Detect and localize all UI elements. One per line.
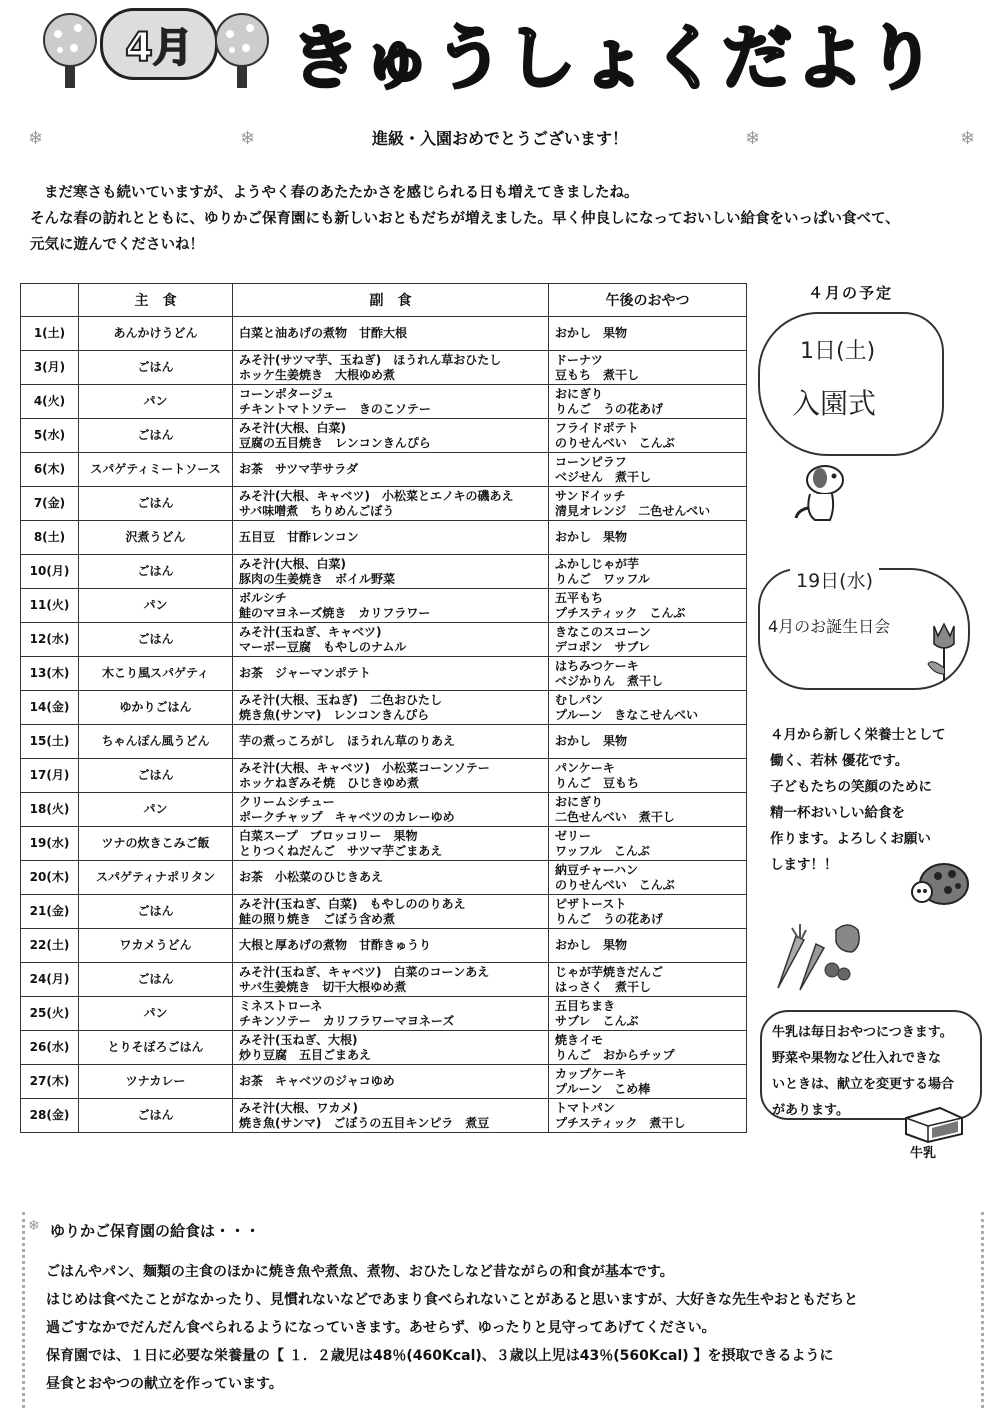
menu-date: 25(火) [21, 997, 79, 1031]
table-header-row [21, 284, 747, 317]
milk-note-line: いときは、献立を変更する場合 [772, 1077, 955, 1092]
snack-line: のりせんべい こんぶ [555, 877, 675, 892]
table-row [21, 1065, 747, 1099]
table-row [21, 555, 747, 589]
menu-side-dishes [233, 1065, 549, 1099]
snack-line: プルーン きなこせんべい [555, 707, 699, 722]
table-row [21, 521, 747, 555]
table-row [21, 725, 747, 759]
snack-line: 納豆チャーハン [555, 862, 639, 877]
side-dish-line: お茶 サツマ芋サラダ [239, 462, 359, 476]
menu-snack [549, 793, 747, 827]
menu-side-dishes [233, 1099, 549, 1133]
side-dish-line: 白菜スープ ブロッコリー 果物 [239, 828, 418, 843]
menu-date: 15(土) [21, 725, 79, 759]
dietitian-line: 子どもたちの笑顔のために [770, 779, 932, 795]
tree-icon [40, 10, 100, 90]
menu-snack [549, 623, 747, 657]
table-row [21, 351, 747, 385]
snack-line: はっさく 煮干し [555, 979, 652, 994]
menu-snack [549, 317, 747, 351]
menu-date: 3(月) [21, 351, 79, 385]
greeting-line: まだ寒さも続いていますが、ようやく春のあたたかさを感じられる日も増えてきましたね。 [44, 185, 639, 201]
side-dish-line: みそ汁(大根、ワカメ) [239, 1100, 358, 1115]
dietitian-line: します！！ [770, 857, 838, 873]
snack-line: おかし 果物 [555, 530, 628, 544]
side-dish-line: お茶 小松菜のひじきあえ [239, 870, 384, 884]
dog-illustration [790, 458, 850, 528]
menu-table-body [21, 317, 747, 1133]
table-row [21, 487, 747, 521]
menu-main-dish: ツナカレー [79, 1065, 233, 1099]
snack-line: はちみつケーキ [555, 658, 639, 673]
snack-line: 焼きイモ [555, 1032, 604, 1047]
table-row [21, 1031, 747, 1065]
col-header-date [21, 284, 79, 317]
table-row [21, 453, 747, 487]
ladybug-illustration [908, 856, 972, 912]
side-dish-line: みそ汁(大根、白菜) [239, 556, 346, 571]
footer-line: 過ごすなかでだんだん食べられるようになっていきます。あせらず、ゆったりと見守ってあげてください。 [46, 1320, 716, 1336]
menu-date: 8(土) [21, 521, 79, 555]
footer-line4-prefix: 保育園では、１日に必要な栄養量の [46, 1348, 270, 1364]
side-dish-line: 焼き魚(サンマ) ごぼうの五目キンピラ 煮豆 [239, 1115, 490, 1130]
side-dish-line: チキンソテー カリフラワーマヨネーズ [239, 1013, 455, 1028]
menu-date: 6(木) [21, 453, 79, 487]
menu-snack [549, 827, 747, 861]
menu-side-dishes [233, 963, 549, 997]
menu-snack [549, 657, 747, 691]
menu-side-dishes [233, 827, 549, 861]
snack-line: おかし 果物 [555, 734, 628, 748]
menu-date: 13(木) [21, 657, 79, 691]
table-row [21, 589, 747, 623]
greeting-line: そんな春の訪れとともに、ゆりかご保育園にも新しいおともだちが増えました。早く仲良しになっておいしい給食をいっぱい食べて、 [30, 211, 900, 227]
snack-line: プチスティック 煮干し [555, 1115, 686, 1130]
side-dish-line: 五目豆 甘酢レンコン [239, 530, 359, 544]
menu-main-dish: ワカメうどん [79, 929, 233, 963]
snack-line: りんご 豆もち [555, 775, 640, 790]
side-dish-line: マーボー豆腐 もやしのナムル [239, 639, 407, 654]
snack-line: 五平もち [555, 590, 604, 605]
footer-line: 昼食とおやつの献立を作っています。 [46, 1376, 283, 1392]
side-dish-line: みそ汁(玉ねぎ、キャベツ) [239, 624, 382, 639]
dietitian-line: 働く、若林 優花です。 [770, 753, 909, 769]
menu-date: 18(火) [21, 793, 79, 827]
menu-date: 5(水) [21, 419, 79, 453]
snack-line: プルーン こめ棒 [555, 1081, 651, 1096]
snack-line: ベジせん 煮干し [555, 469, 652, 484]
menu-side-dishes [233, 861, 549, 895]
menu-date: 28(金) [21, 1099, 79, 1133]
side-dish-line: お茶 ジャーマンポテト [239, 666, 371, 680]
menu-date: 11(火) [21, 589, 79, 623]
menu-side-dishes [233, 453, 549, 487]
menu-side-dishes [233, 623, 549, 657]
event1-date: 1日(土) [800, 339, 876, 364]
menu-date: 27(木) [21, 1065, 79, 1099]
menu-date: 17(月) [21, 759, 79, 793]
menu-main-dish: ごはん [79, 555, 233, 589]
footer-text [46, 1258, 976, 1398]
snack-line: カップケーキ [555, 1066, 627, 1081]
page-title: きゅうしょくだより [290, 17, 938, 99]
menu-date: 21(金) [21, 895, 79, 929]
menu-main-dish: ちゃんぽん風うどん [79, 725, 233, 759]
snack-line: ピザトースト [555, 896, 627, 911]
snack-line: ゼリー [555, 828, 592, 843]
menu-date: 7(金) [21, 487, 79, 521]
event2-date: 19日(水) [790, 566, 879, 593]
menu-main-dish: ごはん [79, 759, 233, 793]
menu-main-dish: パン [79, 997, 233, 1031]
side-dish-line: ミネストローネ [239, 998, 323, 1013]
menu-date: 10(月) [21, 555, 79, 589]
snack-line: おかし 果物 [555, 938, 628, 952]
event2-name: 4月のお誕生日会 [768, 617, 891, 636]
snack-line: デコポン サブレ [555, 639, 651, 654]
menu-main-dish: パン [79, 589, 233, 623]
menu-side-dishes [233, 895, 549, 929]
snack-line: 二色せんべい 煮干し [555, 809, 675, 824]
side-dish-line: みそ汁(玉ねぎ、大根) [239, 1032, 358, 1047]
side-dish-line: サバ生姜焼き 切干大根ゆめ煮 [239, 979, 407, 994]
snowflake-icon: ❄ [28, 1218, 40, 1234]
col-header-main: 主 食 [79, 284, 233, 317]
menu-side-dishes [233, 589, 549, 623]
menu-main-dish: 木こり風スパゲティ [79, 657, 233, 691]
menu-main-dish: ごはん [79, 487, 233, 521]
event1-name: 入園式 [792, 387, 877, 420]
snack-line: おにぎり [555, 794, 604, 809]
side-dish-line: 大根と厚あげの煮物 甘酢きゅうり [239, 938, 432, 952]
side-dish-line: コーンポタージュ [239, 386, 335, 401]
side-dish-line: お茶 キャベツのジャコゆめ [239, 1074, 395, 1088]
menu-main-dish: ごはん [79, 419, 233, 453]
table-row [21, 657, 747, 691]
snack-line: ドーナツ [555, 352, 603, 367]
snowflake-icon: ❄ [960, 128, 976, 149]
menu-snack [549, 487, 747, 521]
menu-date: 26(水) [21, 1031, 79, 1065]
menu-main-dish: あんかけうどん [79, 317, 233, 351]
menu-side-dishes [233, 487, 549, 521]
col-header-side: 副 食 [233, 284, 549, 317]
menu-snack [549, 521, 747, 555]
menu-snack [549, 861, 747, 895]
side-dish-line: みそ汁(サツマ芋、玉ねぎ) ほうれん草おひたし [239, 352, 502, 367]
footer-line: ごはんやパン、麺類の主食のほかに焼き魚や煮魚、煮物、おひたしなど昔ながらの和食が基本です。 [46, 1264, 674, 1280]
side-dish-line: みそ汁(大根、キャベツ) 小松菜コーンソテー [239, 760, 490, 775]
table-row [21, 895, 747, 929]
table-row [21, 929, 747, 963]
dietitian-message [770, 722, 990, 878]
menu-snack [549, 725, 747, 759]
snack-line: トマトパン [555, 1100, 615, 1115]
menu-main-dish: ごはん [79, 895, 233, 929]
col-header-snack: 午後のおやつ [549, 284, 747, 317]
table-row [21, 793, 747, 827]
menu-snack [549, 555, 747, 589]
menu-date: 14(金) [21, 691, 79, 725]
menu-date: 24(月) [21, 963, 79, 997]
footer-line4-suffix: を摂取できるように [707, 1348, 834, 1364]
table-row [21, 385, 747, 419]
snack-line: のりせんべい こんぶ [555, 435, 675, 450]
menu-side-dishes [233, 657, 549, 691]
milk-carton-label: 牛乳 [910, 1146, 937, 1161]
menu-side-dishes [233, 725, 549, 759]
table-row [21, 963, 747, 997]
side-dish-line: 鮭の照り焼き ごぼう含め煮 [239, 911, 396, 926]
menu-date: 19(水) [21, 827, 79, 861]
side-dish-line: ホッケ生姜焼き 大根ゆめ煮 [239, 367, 396, 382]
dietitian-line: ４月から新しく栄養士として [770, 727, 946, 743]
menu-snack [549, 419, 747, 453]
snack-line: りんご うの花あげ [555, 911, 664, 926]
snack-line: おかし 果物 [555, 326, 628, 340]
menu-snack [549, 1065, 747, 1099]
side-dish-line: ボルシチ [239, 590, 287, 605]
menu-table [20, 283, 747, 1133]
menu-side-dishes [233, 759, 549, 793]
menu-side-dishes [233, 793, 549, 827]
tree-icon [212, 10, 272, 90]
menu-main-dish: パン [79, 385, 233, 419]
side-dish-line: みそ汁(玉ねぎ、キャベツ) 白菜のコーンあえ [239, 964, 490, 979]
milk-note-line: があります。 [772, 1103, 849, 1118]
side-dish-line: みそ汁(玉ねぎ、白菜) もやしののりあえ [239, 896, 466, 911]
side-dish-line: 炒り豆腐 五目ごまあえ [239, 1047, 372, 1062]
menu-date: 4(火) [21, 385, 79, 419]
snack-line: りんご ワッフル [555, 571, 650, 586]
menu-main-dish: 沢煮うどん [79, 521, 233, 555]
milk-note-line: 牛乳は毎日おやつにつきます。 [772, 1025, 953, 1040]
snack-line: 清見オレンジ 二色せんべい [555, 503, 711, 518]
menu-main-dish: とりそぼろごはん [79, 1031, 233, 1065]
snack-line: 豆もち 煮干し [555, 367, 640, 382]
menu-date: 1(土) [21, 317, 79, 351]
snack-line: りんご おからチップ [555, 1047, 675, 1062]
dietitian-line: 精一杯おいしい給食を [770, 805, 905, 821]
menu-snack [549, 929, 747, 963]
menu-main-dish: ごはん [79, 623, 233, 657]
side-dish-line: 芋の煮っころがし ほうれん草のりあえ [239, 734, 456, 748]
vegetables-illustration [770, 916, 880, 992]
snowflake-icon: ❄ [745, 128, 761, 149]
table-row [21, 691, 747, 725]
menu-side-dishes [233, 997, 549, 1031]
side-dish-line: 豆腐の五目焼き レンコンきんぴら [239, 435, 431, 450]
menu-side-dishes [233, 929, 549, 963]
side-dish-line: 豚肉の生姜焼き ボイル野菜 [239, 571, 396, 586]
snack-line: サブレ こんぶ [555, 1013, 639, 1028]
snack-line: パンケーキ [555, 760, 615, 775]
menu-snack [549, 453, 747, 487]
menu-snack [549, 759, 747, 793]
menu-main-dish: スパゲティナポリタン [79, 861, 233, 895]
side-dish-line: みそ汁(大根、キャベツ) 小松菜とエノキの磯あえ [239, 488, 514, 503]
greeting-line: 元気に遊んでくださいね！ [30, 237, 204, 253]
table-row [21, 419, 747, 453]
menu-snack [549, 997, 747, 1031]
menu-snack [549, 351, 747, 385]
table-row [21, 997, 747, 1031]
table-row [21, 861, 747, 895]
menu-snack [549, 1031, 747, 1065]
schedule-title: ４月の予定 [808, 284, 894, 302]
side-dish-line: サバ味噌煮 ちりめんごぼう [239, 503, 395, 518]
snack-line: ワッフル こんぶ [555, 843, 650, 858]
menu-main-dish: ゆかりごはん [79, 691, 233, 725]
snack-line: コーンピラフ [555, 454, 627, 469]
snack-line: フライドポテト [555, 420, 639, 435]
nutrition-ratio: 【 １．２歳児は48％(460Kcal)、３歳以上児は43％(560Kcal) 】 [270, 1348, 708, 1364]
menu-date: 12(水) [21, 623, 79, 657]
snack-line: りんご うの花あげ [555, 401, 664, 416]
menu-side-dishes [233, 317, 549, 351]
menu-side-dishes [233, 1031, 549, 1065]
menu-main-dish: ごはん [79, 351, 233, 385]
menu-main-dish: パン [79, 793, 233, 827]
menu-side-dishes [233, 555, 549, 589]
snowflake-icon: ❄ [240, 128, 256, 149]
greeting-subtitle: 進級・入園おめでとうございます！ [371, 129, 628, 148]
menu-main-dish: ごはん [79, 963, 233, 997]
footer-line: はじめは食べたことがなかったり、見慣れないなどであまり食べられないことがあると思いますが、大好きな先生やおともだちと [46, 1292, 858, 1308]
snack-line: ふかしじゃが芋 [555, 556, 640, 571]
footer-title: ゆりかご保育園の給食は・・・ [50, 1222, 261, 1240]
snack-line: ベジかりん 煮干し [555, 673, 664, 688]
table-row [21, 759, 747, 793]
menu-snack [549, 385, 747, 419]
side-dish-line: ポークチャップ キャベツのカレーゆめ [239, 809, 455, 824]
side-dish-line: 白菜と油あげの煮物 甘酢大根 [239, 326, 408, 340]
menu-side-dishes [233, 385, 549, 419]
side-dish-line: クリームシチュー [239, 794, 335, 809]
milk-carton-illustration [902, 1104, 966, 1144]
side-dish-line: みそ汁(大根、玉ねぎ) 二色おひたし [239, 692, 442, 707]
side-dish-line: みそ汁(大根、白菜) [239, 420, 346, 435]
snack-line: じゃが芋焼きだんご [555, 964, 664, 979]
menu-snack [549, 895, 747, 929]
side-dish-line: 鮭のマヨネーズ焼き カリフラワー [239, 605, 431, 620]
menu-snack [549, 691, 747, 725]
snack-line: きなこのスコーン [555, 624, 651, 639]
menu-main-dish: スパゲティミートソース [79, 453, 233, 487]
menu-side-dishes [233, 351, 549, 385]
tulip-illustration [924, 618, 964, 682]
dietitian-line: 作ります。よろしくお願い [770, 831, 931, 847]
table-row [21, 1099, 747, 1133]
side-dish-line: とりつくねだんご サツマ芋ごまあえ [239, 843, 443, 858]
snack-line: 五目ちまき [555, 998, 616, 1013]
side-dish-line: チキントマトソテー きのこソテー [239, 401, 431, 416]
footer-line [46, 1342, 976, 1370]
snack-line: むしパン [555, 692, 604, 707]
snowflake-icon: ❄ [28, 128, 44, 149]
menu-date: 20(木) [21, 861, 79, 895]
menu-snack [549, 963, 747, 997]
table-row [21, 623, 747, 657]
menu-side-dishes [233, 419, 549, 453]
table-row [21, 317, 747, 351]
menu-main-dish: ごはん [79, 1099, 233, 1133]
side-dish-line: 焼き魚(サンマ) レンコンきんぴら [239, 707, 430, 722]
menu-side-dishes [233, 691, 549, 725]
milk-note-line: 野菜や果物など仕入れできな [772, 1051, 942, 1066]
greeting-text [30, 180, 970, 258]
table-row [21, 827, 747, 861]
menu-date: 22(土) [21, 929, 79, 963]
snack-line: サンドイッチ [555, 488, 626, 503]
side-dish-line: ホッケねぎみそ焼 ひじきゆめ煮 [239, 775, 420, 790]
snack-line: おにぎり [555, 386, 604, 401]
menu-snack [549, 1099, 747, 1133]
menu-main-dish: ツナの炊きこみご飯 [79, 827, 233, 861]
menu-snack [549, 589, 747, 623]
snack-line: プチスティック こんぶ [555, 605, 686, 620]
month-badge: 4月 [100, 8, 218, 80]
menu-side-dishes [233, 521, 549, 555]
